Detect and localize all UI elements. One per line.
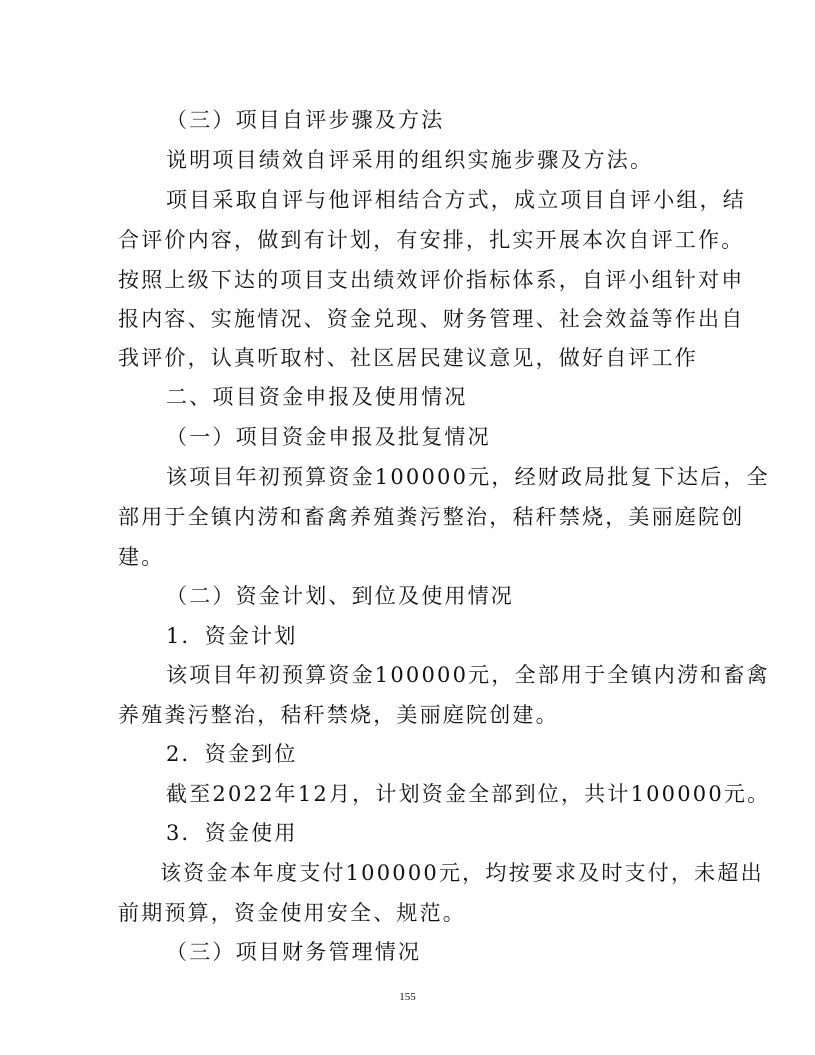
paragraph-line: 报内容、实施情况、资金兑现、财务管理、社会效益等作出自 xyxy=(118,307,745,331)
paragraph-line: 说明项目绩效自评采用的组织实施步骤及方法。 xyxy=(166,148,654,172)
paragraph-line: 部用于全镇内涝和畜禽养殖粪污整治，秸秆禁烧，美丽庭院创 xyxy=(118,505,745,529)
paragraph-line: 合评价内容，做到有计划，有安排，扎实开展本次自评工作。 xyxy=(118,228,745,252)
paragraph-line: 该项目年初预算资金100000元，经财政局批复下达后，全 xyxy=(166,465,770,489)
paragraph-line: 该资金本年度支付100000元，均按要求及时支付，未超出 xyxy=(160,861,764,885)
page-number: 155 xyxy=(399,991,416,1003)
list-heading-funds-usage: 3．资金使用 xyxy=(166,821,298,845)
subheading-financial-management: （三）项目财务管理情况 xyxy=(166,940,422,964)
subheading-evaluation-steps: （三）项目自评步骤及方法 xyxy=(166,108,445,132)
subheading-funds-plan-usage: （二）资金计划、到位及使用情况 xyxy=(166,584,514,608)
list-heading-funds-arrival: 2．资金到位 xyxy=(166,742,298,766)
paragraph-line: 建。 xyxy=(118,545,165,569)
section-heading-funds: 二、项目资金申报及使用情况 xyxy=(166,385,468,409)
paragraph-line: 截至2022年12月，计划资金全部到位，共计100000元。 xyxy=(166,782,771,806)
paragraph-line: 养殖粪污整治，秸秆禁烧，美丽庭院创建。 xyxy=(118,703,559,727)
paragraph-line: 前期预算，资金使用安全、规范。 xyxy=(118,901,466,925)
list-heading-funds-plan: 1．资金计划 xyxy=(166,624,298,648)
paragraph-line: 项目采取自评与他评相结合方式，成立项目自评小组，结 xyxy=(166,188,746,212)
subheading-funds-application: （一）项目资金申报及批复情况 xyxy=(166,425,491,449)
paragraph-line: 我评价，认真听取村、社区居民建议意见，做好自评工作 xyxy=(118,346,698,370)
paragraph-line: 该项目年初预算资金100000元，全部用于全镇内涝和畜禽 xyxy=(166,663,770,687)
paragraph-line: 按照上级下达的项目支出绩效评价指标体系，自评小组针对申 xyxy=(118,268,745,292)
